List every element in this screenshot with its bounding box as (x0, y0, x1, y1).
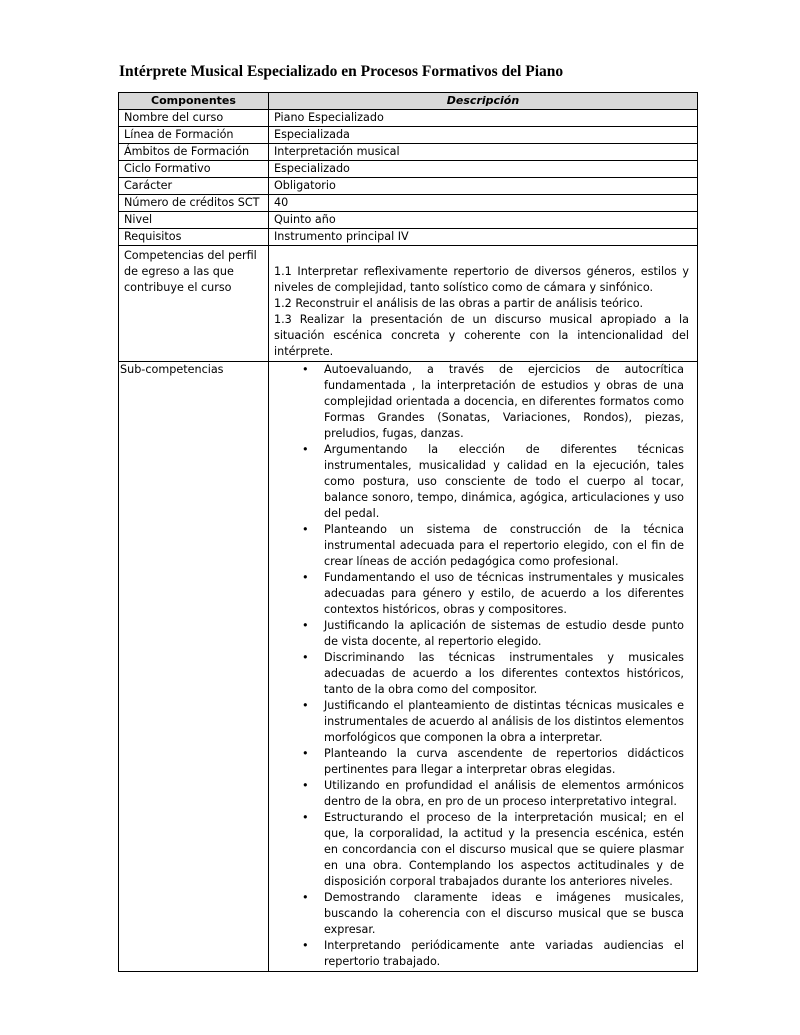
table-row (119, 212, 698, 229)
table-row (119, 195, 698, 212)
table-row (119, 127, 698, 144)
row-label: Ciclo Formativo (119, 161, 269, 178)
subcompetencias-description (269, 362, 698, 972)
table-row (119, 144, 698, 161)
row-label: Requisitos (119, 229, 269, 246)
table-header-row (119, 93, 698, 110)
row-value: Especializada (269, 127, 698, 144)
list-item: • Interpretando periódicamente ante variadas audiencias el repertorio trabajado. (324, 938, 684, 970)
list-item: • Justificando la aplicación de sistemas de estudio desde punto de vista docente, al repertorio elegido. (324, 618, 684, 650)
header-descripcion: Descripción (269, 93, 698, 110)
list-item: • Planteando un sistema de construcción de la técnica instrumental adecuada para el repertorio elegido, con el fin de crear líneas de acción pedagógica como profesional. (324, 522, 684, 570)
competencias-label: Competencias del perfil de egreso a las que contribuye el curso (119, 246, 269, 362)
competencias-description (269, 246, 698, 362)
table-row (119, 161, 698, 178)
table-row (119, 178, 698, 195)
row-value: Obligatorio (269, 178, 698, 195)
row-label: Ámbitos de Formación (119, 144, 269, 161)
row-value: 40 (269, 195, 698, 212)
list-item: • Justificando el planteamiento de distintas técnicas musicales e instrumentales de acuerdo al análisis de los distintos elementos morfológicos que componen la obra a interpretar. (324, 698, 684, 746)
table-row (119, 229, 698, 246)
row-value: Instrumento principal IV (269, 229, 698, 246)
row-value: Piano Especializado (269, 110, 698, 127)
list-item: • Demostrando claramente ideas e imágenes musicales, buscando la coherencia con el discurso musical que se busca expresar. (324, 890, 684, 938)
row-label: Número de créditos SCT (119, 195, 269, 212)
list-item: • Fundamentando el uso de técnicas instrumentales y musicales adecuadas para género y estilo, de acuerdo a los diferentes contextos históricos, obras y compositores. (324, 570, 684, 618)
row-label: Nivel (119, 212, 269, 229)
subcompetencias-row (119, 362, 698, 972)
list-item: • Planteando la curva ascendente de repertorios didácticos pertinentes para llegar a interpretar obras elegidas. (324, 746, 684, 778)
list-item: • Utilizando en profundidad el análisis de elementos armónicos dentro de la obra, en pro de un proceso interpretativo integral. (324, 778, 684, 810)
competencia-item: 1.1 Interpretar reflexivamente repertorio de diversos géneros, estilos y niveles de complejidad, tanto solístico como de cámara y sinfónico. (274, 265, 689, 294)
row-label: Carácter (119, 178, 269, 195)
subcompetencias-label: Sub-competencias (119, 362, 269, 972)
row-label: Línea de Formación (119, 127, 269, 144)
table-row (119, 110, 698, 127)
competencia-item: 1.3 Realizar la presentación de un discurso musical apropiado a la situación escénica concreta y coherente con la intencionalidad del intérprete. (274, 313, 689, 358)
course-table (118, 92, 698, 972)
list-item: • Discriminando las técnicas instrumentales y musicales adecuadas de acuerdo a los diferentes contextos históricos, tanto de la obra como del compositor. (324, 650, 684, 698)
subcompetencias-list (274, 362, 692, 971)
competencia-item: 1.2 Reconstruir el análisis de las obras a partir de análisis teórico. (274, 297, 643, 310)
header-componentes: Componentes (119, 93, 269, 110)
list-item: • Autoevaluando, a través de ejercicios de autocrítica fundamentada , la interpretación de estudios y obras de una complejidad orientada a docencia, en diferentes formatos como Formas Grandes (Sonatas, Variaciones, Rondos), piezas, preludios, fugas, danzas. (324, 362, 684, 442)
row-label: Nombre del curso (119, 110, 269, 127)
competencias-row (119, 246, 698, 362)
list-item: • Argumentando la elección de diferentes técnicas instrumentales, musicalidad y calidad en la ejecución, tales como postura, uso consciente de todo el cuerpo al tocar, balance sonoro, tempo, dinámica, agógica, articulaciones y uso del pedal. (324, 442, 684, 522)
row-value: Interpretación musical (269, 144, 698, 161)
page-title: Intérprete Musical Especializado en Procesos Formativos del Piano (119, 63, 564, 80)
list-item: • Estructurando el proceso de la interpretación musical; en el que, la corporalidad, la actitud y la presencia escénica, estén en concordancia con el discurso musical que se quiere plasmar en una obra. Contemplando los aspectos actitudinales y de disposición corporal trabajados durante los anteriores niveles. (324, 810, 684, 890)
row-value: Especializado (269, 161, 698, 178)
row-value: Quinto año (269, 212, 698, 229)
